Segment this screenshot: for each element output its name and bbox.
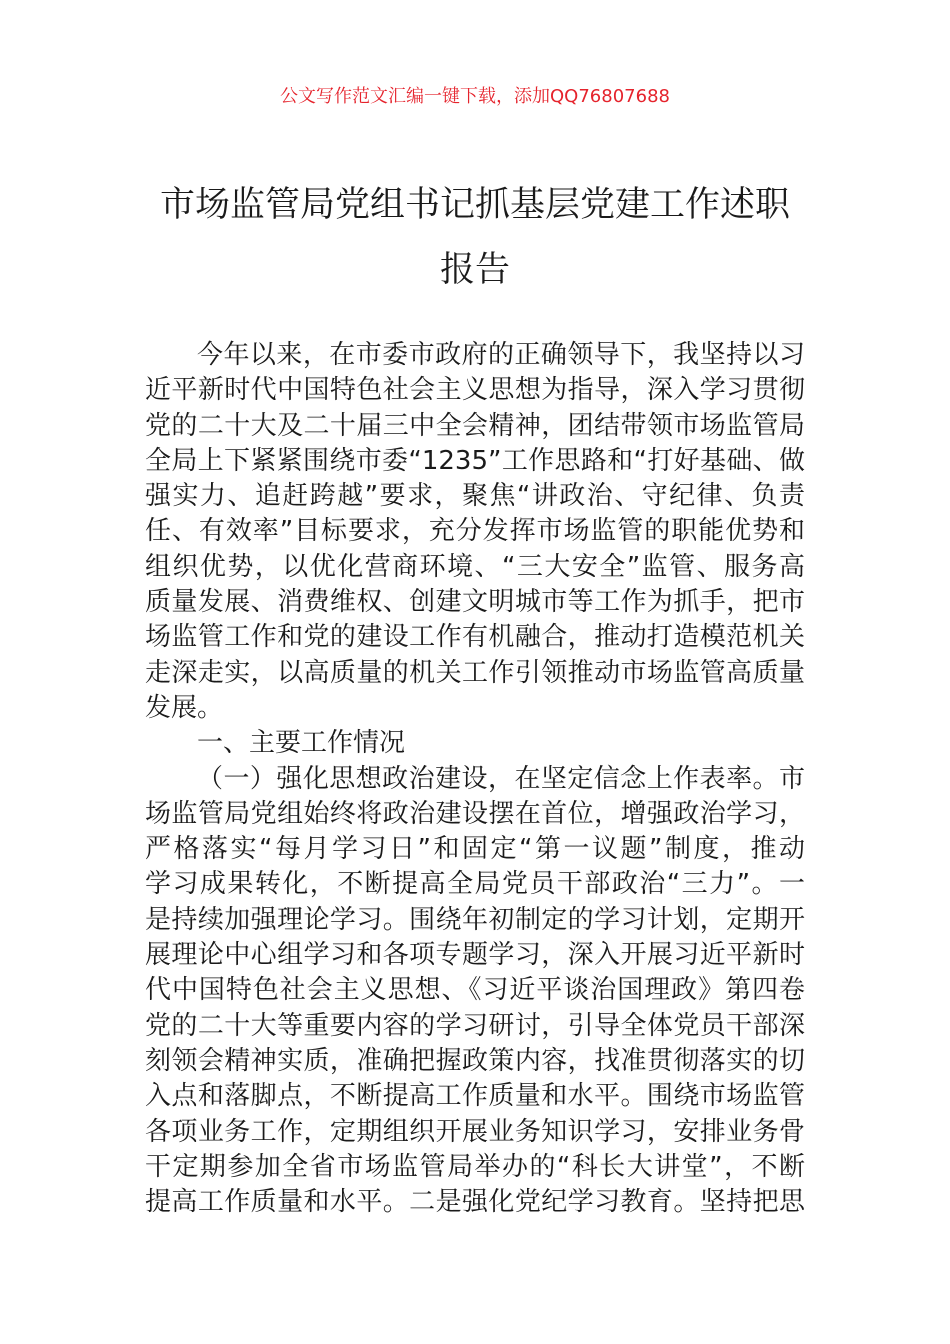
body-line: 全局上下紧紧围绕市委“1235”工作思路和“打好基础、做 (145, 445, 805, 476)
paragraph-intro (145, 338, 805, 726)
title-line: 市场监管局党组书记抓基层党建工作述职 (159, 185, 790, 225)
body-line: 组织优势，以优化营商环境、“三大安全”监管、服务高 (145, 551, 805, 582)
title-line: 报告 (439, 250, 510, 290)
document-title (0, 173, 950, 303)
body-line: 强实力、追赶跨越”要求，聚焦“讲政治、守纪律、负责 (145, 481, 805, 512)
body-line: 干定期参加全省市场监管局举办的“科长大讲堂”，不断 (145, 1151, 805, 1182)
body-line: 质量发展、消费维权、创建文明城市等工作为抓手，把市 (145, 587, 805, 618)
section-heading (145, 726, 805, 761)
body-line: 学习成果转化，不断提高全局党员干部政治“三力”。一 (145, 869, 805, 900)
body-line: 今年以来，在市委市政府的正确领导下，我坚持以习 (197, 340, 805, 370)
section-heading-text: 一、主要工作情况 (197, 728, 406, 759)
body-line: 提高工作质量和水平。二是强化党纪学习教育。坚持把思 (145, 1187, 805, 1218)
body-line: 场监管局党组始终将政治建设摆在首位，增强政治学习， (145, 798, 805, 829)
body-line: 刻领会精神实质，准确把握政策内容，找准贯彻落实的切 (145, 1045, 805, 1076)
body-line: 场监管工作和党的建设工作有机融合，推动打造模范机关 (145, 622, 805, 653)
body-line: 严格落实“每月学习日”和固定“第一议题”制度，推动 (145, 834, 805, 865)
header-notice: 公文写作范文汇编一键下载，添加QQ76807688 (280, 86, 670, 107)
body-line: 近平新时代中国特色社会主义思想为指导，深入学习贯彻 (145, 375, 805, 406)
body-line: 入点和落脚点，不断提高工作质量和水平。围绕市场监管 (145, 1081, 805, 1112)
body-line: 是持续加强理论学习。围绕年初制定的学习计划，定期开 (145, 904, 805, 935)
body-line: 走深走实，以高质量的机关工作引领推动市场监管高质量 (145, 657, 805, 688)
body-line: 代中国特色社会主义思想、《习近平谈治国理政》第四卷 (145, 975, 805, 1006)
body-line: 任、有效率”目标要求，充分发挥市场监管的职能优势和 (145, 516, 805, 547)
body-line: 展理论中心组学习和各项专题学习，深入开展习近平新时 (145, 940, 805, 971)
paragraph-section-1 (145, 762, 805, 1221)
body-line: （一）强化思想政治建设，在坚定信念上作表率。市 (197, 763, 805, 794)
body-line: 发展。 (145, 692, 224, 723)
body-line: 党的二十大等重要内容的学习研讨，引导全体党员干部深 (145, 1010, 805, 1041)
document-body (145, 338, 805, 1220)
body-line: 党的二十大及二十届三中全会精神，团结带领市场监管局 (145, 410, 805, 441)
body-line: 各项业务工作，定期组织开展业务知识学习，安排业务骨 (145, 1116, 805, 1147)
